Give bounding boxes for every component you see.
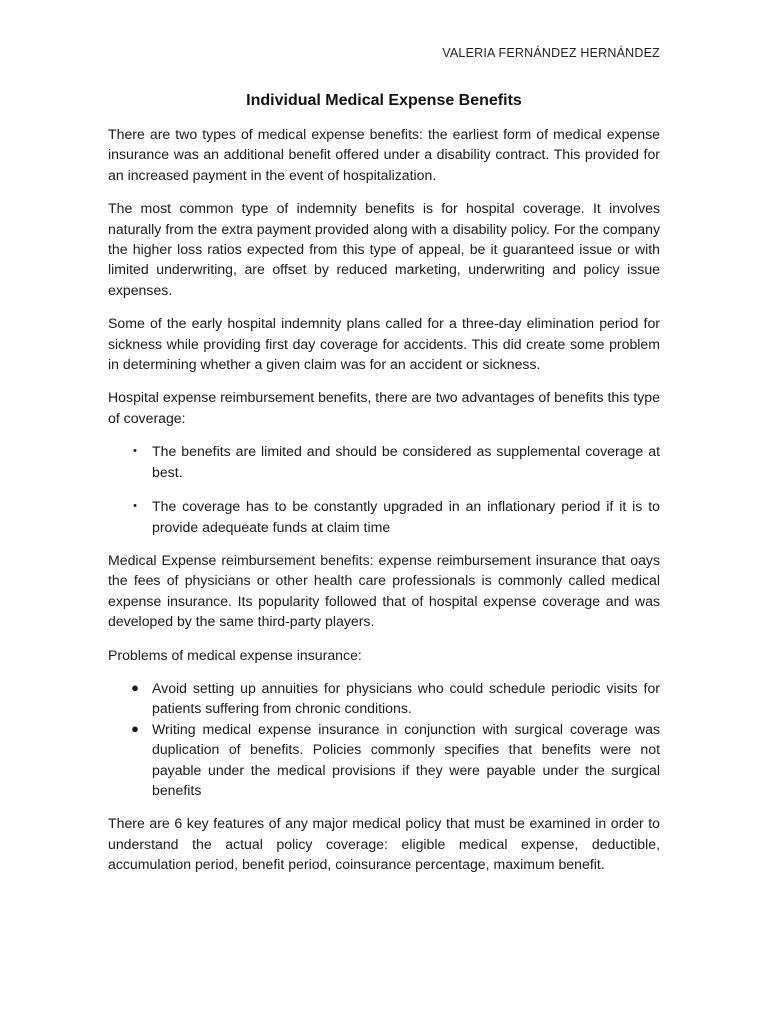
list-item-text: Writing medical expense insurance in conjunction with surgical coverage was duplication of benefits. Policies commonly specifies that benefits were not payable under the medical provisions if they were payable under the surgical benefits — [152, 720, 660, 798]
paragraph: The most common type of indemnity benefits is for hospital coverage. It involves naturally from the extra payment provided along with a disability policy. For the company the higher loss ratios expected from this type of appeal, be it guaranteed issue or with limited underwriting, are offset by reduced marketing, underwriting and policy issue expenses. — [108, 200, 660, 298]
author-name: VALERIA FERNÁNDEZ HERNÁNDEZ — [442, 46, 660, 60]
list-item — [108, 678, 660, 719]
bullet-icon: ● — [131, 720, 139, 736]
list-item-text: The benefits are limited and should be considered as supplemental coverage at best. — [152, 443, 660, 480]
bullet-icon: • — [133, 500, 137, 513]
paragraph: Some of the early hospital indemnity plans called for a three-day elimination period for sickness while providing first day coverage for accidents. This did create some problem in determining whether a given claim was for an accident or sickness. — [108, 315, 660, 373]
paragraph: Medical Expense reimbursement benefits: expense reimbursement insurance that oays the fees of physicians or other health care professionals is commonly called medical expense insurance. Its popularity followed that of hospital expense coverage and was developed by the same third-party players. — [108, 551, 660, 630]
list-item — [108, 441, 660, 482]
document-title: Individual Medical Expense Benefits — [246, 92, 522, 109]
list-item-text: Avoid setting up annuities for physicians who could schedule periodic visits for patients suffering from chronic conditions. — [152, 679, 660, 717]
paragraph: There are two types of medical expense benefits: the earliest form of medical expense insurance was an additional benefit offered under a disability contract. This provided for an increased payment in the event of hospitalization. — [108, 126, 660, 183]
paragraph: Hospital expense reimbursement benefits, there are two advantages of benefits this type of coverage: — [108, 389, 660, 426]
list-item — [108, 496, 660, 537]
bullet-icon: ● — [131, 679, 139, 695]
list-item-text: The coverage has to be constantly upgraded in an inflationary period if it is to provide adequeate funds at claim time — [152, 498, 660, 535]
problems-list — [108, 678, 660, 800]
bullet-icon: • — [133, 445, 137, 458]
advantages-list — [108, 441, 660, 537]
paragraph: There are 6 key features of any major medical policy that must be examined in order to understand the actual policy coverage: eligible medical expense, deductible, accumulation period, benefit period, coinsurance percentage, maximum benefit. — [108, 815, 660, 873]
list-item — [108, 719, 660, 801]
document-body — [108, 92, 660, 888]
paragraph: Problems of medical expense insurance: — [108, 646, 362, 663]
